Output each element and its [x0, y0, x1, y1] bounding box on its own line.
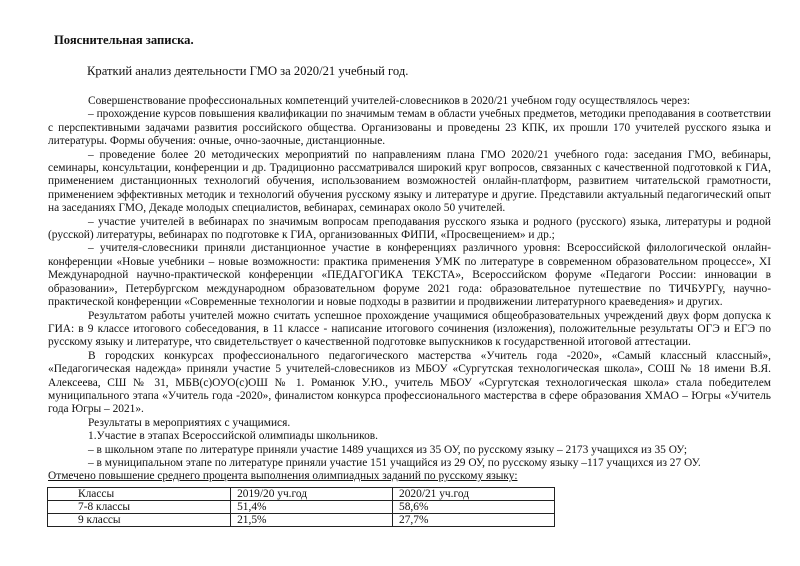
paragraph-municipal-stage: – в муниципальном этапе по литературе приняли участие 151 учащийся из 29 ОУ, по русскому языку –117 учащихся из 27 ОУ. — [88, 456, 701, 469]
paragraph-conferences: – учителя-словесники приняли дистанционное участие в конференциях различного уровня: Всероссийской филологической онлайн-конференции «Новые учебники – новые возможности: практика применения УМК по литературе в современном образовательном процессе», XI Международной научно-практической конференции «ПЕДАГОГИКА ТЕКСТА», Всероссийском форуме «Педагоги России: инновации в образовании», Петербургском международном образовательном форуме 2021 года: образовательное путешествие по ТИЧБУРГу, научно-практической конференции «Современные технологии и новые подходы в развитии и продвижении литературного краеведения» и других. — [48, 242, 771, 309]
paragraph-webinars: – участие учителей в вебинарах по значимым вопросам преподавания русского языка и родного (русского) языка, литературы и родной (русской) литературы, вебинарах по подготовке к ГИА, организованных ФИПИ, «Просвещением» и др.; — [48, 215, 771, 242]
document-title: Пояснительная записка. — [54, 33, 194, 47]
table-cell: 21,5% — [231, 514, 393, 527]
paragraph-intro: Совершенствование профессиональных компетенций учителей-словесников в 2020/21 учебном году осуществлялось через: — [88, 95, 691, 107]
table-header-cell: 2020/21 уч.год — [393, 488, 555, 501]
document-page — [24, 0, 777, 566]
paragraph-events: – проведение более 20 методических мероприятий по направлениям плана ГМО 2020/21 учебного года: заседания ГМО, вебинары, семинары, консультации, конференции и др. Традиционно рассматривался широкий круг вопросов, связанных с качественной подготовкой к ГИА, применением дистанционных технологий обучения, использованием возможностей онлайн-платформ, развитием читательской грамотности, применением эффективных методик и технологий обучения русскому языку и литературе и другие. Представили актуальный педагогический опыт на заседаниях ГМО, Декаде молодых специалистов, вебинарах, семинарах около 50 учителей. — [48, 148, 771, 215]
paragraph-results: Результатом работы учителей можно считать успешное прохождение учащимися общеобразовательных учреждений двух форм допуска к ГИА: в 9 классе итогового собеседования, в 11 классе - написание итогового сочинения (изложения), положительные результаты ОГЭ и ЕГЭ по русскому языку и литературе, что свидетельствует о качественной подготовке выпускников к государственной итоговой аттестации. — [48, 309, 771, 349]
table-cell: 9 классы — [48, 514, 231, 527]
paragraph-school-stage: – в школьном этапе по литературе приняли участие 1489 учащихся из 35 ОУ, по русскому языку – 2173 учащихся из 35 ОУ; — [88, 443, 688, 456]
table-cell: 58,6% — [393, 501, 555, 514]
olympiad-results-table — [47, 487, 555, 527]
table-header-cell: 2019/20 уч.год — [231, 488, 393, 501]
paragraph-olympiad-heading: 1.Участие в этапах Всероссийской олимпиады школьников. — [88, 430, 379, 443]
table-cell: 51,4% — [231, 501, 393, 514]
table-header-row — [48, 488, 555, 501]
table-row — [48, 514, 555, 527]
table-cell: 27,7% — [393, 514, 555, 527]
paragraph-student-results-heading: Результаты в мероприятиях с учащимися. — [88, 416, 291, 429]
paragraph-courses: – прохождение курсов повышения квалификации по значимым темам в области учебных предметов, методики преподавания в соответствии с перспективными задачами развития российского общества. Организованы и проведены 23 КПК, их прошли 170 учителей русского языка и литературы. Формы обучения: очные, очно-заочные, дистанционные. — [48, 108, 771, 148]
table-row — [48, 501, 555, 514]
table-intro: Отмечено повышение среднего процента выполнения олимпиадных заданий по русскому языку: — [48, 470, 518, 483]
document-subtitle: Краткий анализ деятельности ГМО за 2020/21 учебный год. — [87, 64, 409, 78]
document-body — [48, 95, 771, 484]
table-cell: 7-8 классы — [48, 501, 231, 514]
table-header-cell: Классы — [48, 488, 231, 501]
paragraph-contests: В городских конкурсах профессионального педагогического мастерства «Учитель года -2020», «Самый классный классный», «Педагогическая надежда» приняли участие 5 учителей-словесников из МБОУ «Сургутская технологическая школа», СОШ № 18 имени В.Я. Алексеева, СШ № 31, МБВ(с)ОУО(с)ОШ № 1. Романюк У.Ю., учитель МБОУ «Сургутская технологическая школа» стала победителем муниципального этапа «Учитель года -2020», финалистом конкурса профессионального мастерства в сфере образования ХМАО – Югры «Учитель года Югры – 2021». — [48, 349, 771, 416]
